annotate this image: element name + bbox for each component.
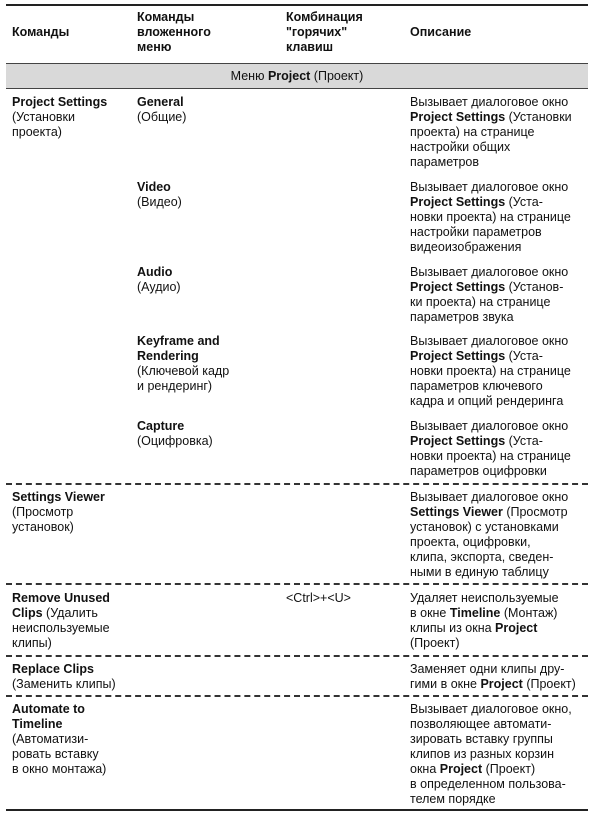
description-automate-to-timeline: Вызывает диалоговое окно, позволяющее автомати- зировать вставку группы клипов из разных корзин окна Project (Проект) в определенном пользова- телем порядке — [410, 702, 572, 806]
row-divider — [6, 483, 588, 485]
command-remove-unused-clips: Remove Unused Clips (Удалить неиспользуемые клипы) — [12, 591, 110, 650]
submenu-keyframe-rendering: Keyframe and Rendering (Ключевой кадр и рендеринг) — [137, 334, 230, 393]
header-commands: Команды — [12, 25, 70, 39]
table-bottom-rule — [6, 809, 588, 811]
submenu-audio: Audio (Аудио) — [137, 265, 181, 294]
section-bottom-rule — [6, 88, 588, 89]
description-capture: Вызывает диалоговое окно Project Settings (Уста- новки проекта) на странице параметров оцифровки — [410, 419, 571, 478]
description-video: Вызывает диалоговое окно Project Settings (Уста- новки проекта) на странице настройки параметров видеоизображения — [410, 180, 571, 254]
description-settings-viewer: Вызывает диалоговое окно Settings Viewer (Просмотр установок) с установками проекта, оцифровки, клипа, экспорта, сведен- ными в единую таблицу — [410, 490, 569, 579]
command-replace-clips: Replace Clips (Заменить клипы) — [12, 662, 116, 691]
header-hotkeys: Комбинация "горячих" клавиш — [286, 10, 363, 54]
description-replace-clips: Заменяет одни клипы дру- гими в окне Project (Проект) — [410, 662, 576, 691]
table-top-rule — [6, 4, 588, 6]
command-project-settings: Project Settings (Установки проекта) — [12, 95, 108, 139]
description-remove-unused-clips: Удаляет неиспользуемые в окне Timeline (Монтаж) клипы из окна Project (Проект) — [410, 591, 559, 650]
header-submenu: Команды вложенного меню — [137, 10, 211, 54]
command-automate-to-timeline: Automate to Timeline (Автоматизи- ровать вставку в окно монтажа) — [12, 702, 107, 776]
submenu-video: Video (Видео) — [137, 180, 182, 209]
submenu-capture: Capture (Оцифровка) — [137, 419, 213, 448]
section-menu-project: Меню Project (Проект) — [6, 64, 588, 88]
command-settings-viewer: Settings Viewer (Просмотр установок) — [12, 490, 105, 534]
submenu-general: General (Общие) — [137, 95, 187, 124]
row-divider — [6, 655, 588, 657]
description-audio: Вызывает диалоговое окно Project Settings (Установ- ки проекта) на странице параметров звука — [410, 265, 569, 324]
row-divider — [6, 583, 588, 585]
description-keyframe-rendering: Вызывает диалоговое окно Project Settings (Уста- новки проекта) на странице параметров ключевого кадра и опций рендеринга — [410, 334, 571, 408]
hotkey-remove-unused-clips: <Ctrl>+<U> — [286, 591, 351, 605]
description-general: Вызывает диалоговое окно Project Settings (Установки проекта) на странице настройки общих параметров — [410, 95, 572, 169]
header-description: Описание — [410, 25, 472, 39]
row-divider — [6, 695, 588, 697]
